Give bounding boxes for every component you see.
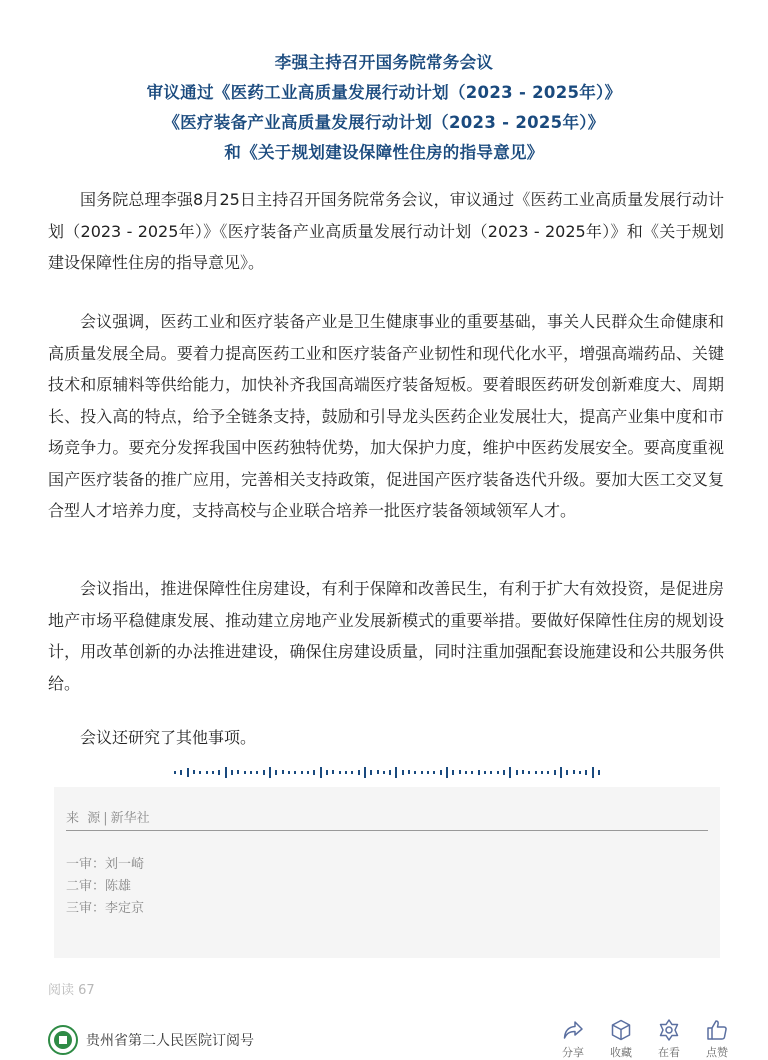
source-box (54, 787, 720, 958)
source-line (66, 807, 150, 826)
like-icon (705, 1018, 729, 1042)
appreciate-icon (657, 1018, 681, 1042)
appreciate-label: 在看 (658, 1046, 680, 1059)
source-label: 来 源 (66, 811, 101, 826)
article-title (0, 48, 768, 168)
account-name: 贵州省第二人民医院订阅号 (86, 1033, 254, 1049)
title-line-1: 李强主持召开国务院常务会议 (274, 53, 494, 72)
favorite-label: 收藏 (610, 1046, 632, 1059)
reviewer-2: 二审：陈雄 (66, 879, 132, 894)
action-bar (558, 1018, 732, 1059)
title-line-3: 《医疗装备产业高质量发展行动计划（2023 - 2025年）》 (163, 113, 605, 132)
appreciate-button[interactable] (654, 1018, 684, 1059)
like-button[interactable] (702, 1018, 732, 1059)
paragraph-text: 国务院总理李强8月25日主持召开国务院常务会议，审议通过《医药工业高质量发展行动计划（2023 - 2025年）》《医疗装备产业高质量发展行动计划（2023 - 2025年）》和《关于规划建设保障性住房的指导意见》。 (48, 190, 724, 272)
paragraph-text: 会议指出，推进保障性住房建设，有利于保障和改善民生，有利于扩大有效投资，是促进房地产市场平稳健康发展、推动建立房地产业发展新模式的重要举措。要做好保障性住房的规划设计，用改革创新的办法推进建设，确保住房建设质量，同时注重加强配套设施建设和公共服务供给。 (48, 579, 724, 693)
article-paragraph-3 (48, 573, 724, 699)
favorite-button[interactable] (606, 1018, 636, 1059)
source-value: 新华社 (110, 811, 150, 826)
read-count: 阅读 67 (48, 983, 95, 998)
share-icon (561, 1018, 585, 1042)
source-rule (66, 830, 708, 831)
title-line-2: 审议通过《医药工业高质量发展行动计划（2023 - 2025年）》 (146, 83, 622, 102)
hospital-logo-icon (48, 1025, 78, 1055)
reviewer-3: 三审：李定京 (66, 901, 145, 916)
paragraph-text: 会议强调，医药工业和医疗装备产业是卫生健康事业的重要基础，事关人民群众生命健康和高质量发展全局。要着力提高医药工业和医疗装备产业韧性和现代化水平，增强高端药品、关键技术和原辅料等供给能力，加快补齐我国高端医疗装备短板。要着眼医药研发创新难度大、周期长、投入高的特点，给予全链条支持，鼓励和引导龙头医药企业发展壮大，提高产业集中度和市场竞争力。要充分发挥我国中医药独特优势，加大保护力度，维护中医药发展安全。要高度重视国产医疗装备的推广应用，完善相关支持政策，促进国产医疗装备迭代升级。要加大医工交叉复合型人才培养力度，支持高校与企业联合培养一批医疗装备领域领军人才。 (48, 312, 724, 520)
decorative-divider (174, 766, 600, 778)
share-button[interactable] (558, 1018, 588, 1059)
account-link[interactable] (48, 1025, 254, 1055)
share-label: 分享 (562, 1046, 584, 1059)
reviewer-1: 一审：刘一崎 (66, 857, 145, 872)
article-paragraph-2 (48, 306, 724, 527)
paragraph-text: 会议还研究了其他事项。 (80, 728, 257, 747)
article-paragraph-4 (48, 722, 724, 754)
favorite-icon (609, 1018, 633, 1042)
source-separator: | (103, 811, 108, 826)
like-label: 点赞 (706, 1046, 728, 1059)
title-line-4: 和《关于规划建设保障性住房的指导意见》 (224, 143, 544, 162)
article-paragraph-1 (48, 184, 724, 279)
